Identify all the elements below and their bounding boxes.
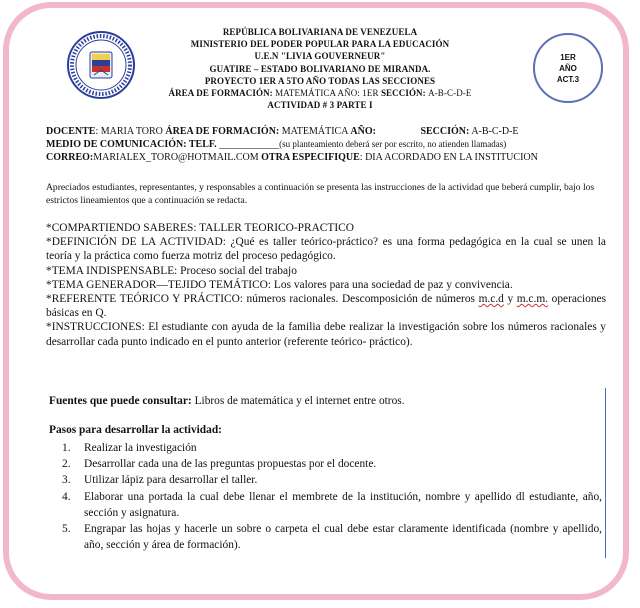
tema-indispensable-label: *TEMA INDISPENSABLE: (46, 264, 178, 277)
instrucciones-text: El estudiante con ayuda de la familia debe realizar la investigación sobre los números racionales y desarrollar cada punto indicado en el punto anterior (referente teórico- práctico). (46, 321, 606, 348)
referente-and: y (503, 293, 517, 306)
badge-line: 1ER (560, 52, 576, 62)
steps-title: Pasos para desarrollar la actividad: (49, 424, 222, 436)
docente-value: : MARIA TORO (95, 126, 163, 137)
definicion-label: *DEFINICIÓN DE LA ACTIVIDAD: ¿Qué es taller teórico-práctico? (46, 236, 379, 249)
step-number: 5. (62, 523, 71, 536)
badge-line: AÑO (559, 63, 577, 73)
step-number: 4. (62, 490, 71, 503)
header-line: REPÚBLICA BOLIVARIANA DE VENEZUELA (222, 27, 418, 37)
header-year-value: 1ER (362, 88, 379, 99)
step-text: Engrapar las hojas y hacerle un sobre o carpeta el cual debe estar claramente identificada (nombre y apellido, año, sección y área de formación). (84, 523, 602, 552)
document-header (150, 26, 490, 111)
referente-tail: operaciones básicas en Q. (46, 293, 607, 320)
header-area-value: MATEMÁTICA AÑO: (275, 88, 360, 99)
list-item (62, 440, 602, 456)
area-label: ÁREA DE FORMACIÓN: (165, 126, 280, 137)
docente-label: DOCENTE (46, 126, 96, 137)
otra-label: OTRA ESPECIFIQUE (261, 152, 360, 163)
ano-label: AÑO: (350, 126, 376, 137)
list-item (62, 521, 602, 553)
definicion-actividad (46, 235, 606, 263)
header-line: GUATIRE – ESTADO BOLIVARIANO DE MIRANDA. (209, 63, 431, 74)
step-text: Elaborar una portada la cual debe llenar el membrete de la institución, nombre y apellido dl estudiante, año, sección y asignatura. (84, 490, 602, 519)
list-item (62, 472, 602, 488)
tema-indispensable (46, 264, 606, 278)
sources (49, 395, 589, 407)
area-value: MATEMÁTICA (281, 126, 348, 137)
header-section-value: A-B-C-D-E (428, 88, 472, 99)
compartiendo-saberes: *COMPARTIENDO SABERES: TALLER TEORICO-PRACTICO (46, 222, 354, 234)
seccion-label: SECCIÓN: (420, 126, 470, 137)
list-item (62, 456, 602, 472)
step-number: 1. (62, 442, 71, 454)
header-area-line (150, 87, 490, 99)
mcm-term: m.c.m. (516, 293, 549, 306)
medio-note: (su planteamiento deberá ser por escrito, no atienden llamadas) (279, 139, 507, 149)
steps-list (62, 440, 602, 553)
teacher-info (46, 125, 606, 164)
school-seal-icon (66, 30, 136, 100)
header-area-label: ÁREA DE FORMACIÓN: (168, 88, 273, 99)
grade-badge (533, 33, 603, 103)
referente (46, 292, 606, 320)
sources-label: Fuentes que puede consultar: (49, 395, 192, 407)
step-text: Utilizar lápiz para desarrollar el taller. (84, 474, 258, 487)
correo-value: MARIALEX_TORO@HOTMAIL.COM (93, 152, 259, 163)
step-number: 2. (62, 458, 71, 471)
tema-generador (46, 278, 606, 292)
step-text: Realizar la investigación (84, 442, 197, 454)
info-row-medio (46, 138, 606, 151)
definicion-text: es una forma pedagógica en la cual se unen la teoría y la práctica como fuerza motriz del proceso pedagógico. (46, 236, 606, 263)
info-row-correo (46, 151, 606, 164)
tema-indispensable-text: Proceso social del trabajo (177, 264, 297, 277)
medio-label: MEDIO DE COMUNICACIÓN: TELF. (46, 139, 217, 150)
header-section-label: SECCIÓN: (380, 88, 426, 99)
medio-blank: ____________ (219, 139, 280, 150)
seccion-value: A-B-C-D-E (471, 126, 519, 137)
list-item (62, 489, 602, 521)
badge-line: ACT.3 (556, 74, 580, 84)
step-number: 3. (62, 474, 71, 487)
correo-label: CORREO: (46, 152, 94, 163)
referente-text: números racionales. Descomposición de números (242, 293, 479, 306)
mcd-term: m.c.d (478, 293, 504, 306)
header-line: PROYECTO 1ER A 5TO AÑO TODAS LAS SECCIONES (204, 75, 436, 86)
margin-line (605, 388, 606, 558)
info-row-docente (46, 125, 606, 138)
instrucciones-label: *INSTRUCCIONES: (46, 321, 145, 334)
header-activity: ACTIVIDAD # 3 PARTE I (267, 100, 373, 111)
referente-label: *REFERENTE TEÓRICO Y PRÁCTICO: (46, 293, 243, 306)
header-line: MINISTERIO DEL PODER POPULAR PARA LA EDUCACIÓN (190, 39, 450, 50)
otra-value: : DIA ACORDADO EN LA INSTITUCION (359, 152, 538, 163)
sources-text: Libros de matemática y el internet entre otros. (191, 395, 405, 407)
tema-generador-label: *TEMA GENERADOR—TEJIDO TEMÁTICO: (46, 278, 272, 291)
tema-generador-text: Los valores para una sociedad de paz y convivencia. (271, 278, 513, 291)
activity-description (46, 221, 606, 349)
intro-paragraph: Apreciados estudiantes, representantes, y responsables a continuación se presenta las instrucciones de la actividad que beberá cumplir, bajo los estrictos lineamientos que a continuación se redacta. (46, 182, 595, 206)
step-text: Desarrollar cada una de las preguntas propuestas por el docente. (84, 458, 377, 471)
instrucciones (46, 320, 606, 348)
header-line: U.E.N "LIVIA GOUVERNEUR" (254, 51, 386, 62)
